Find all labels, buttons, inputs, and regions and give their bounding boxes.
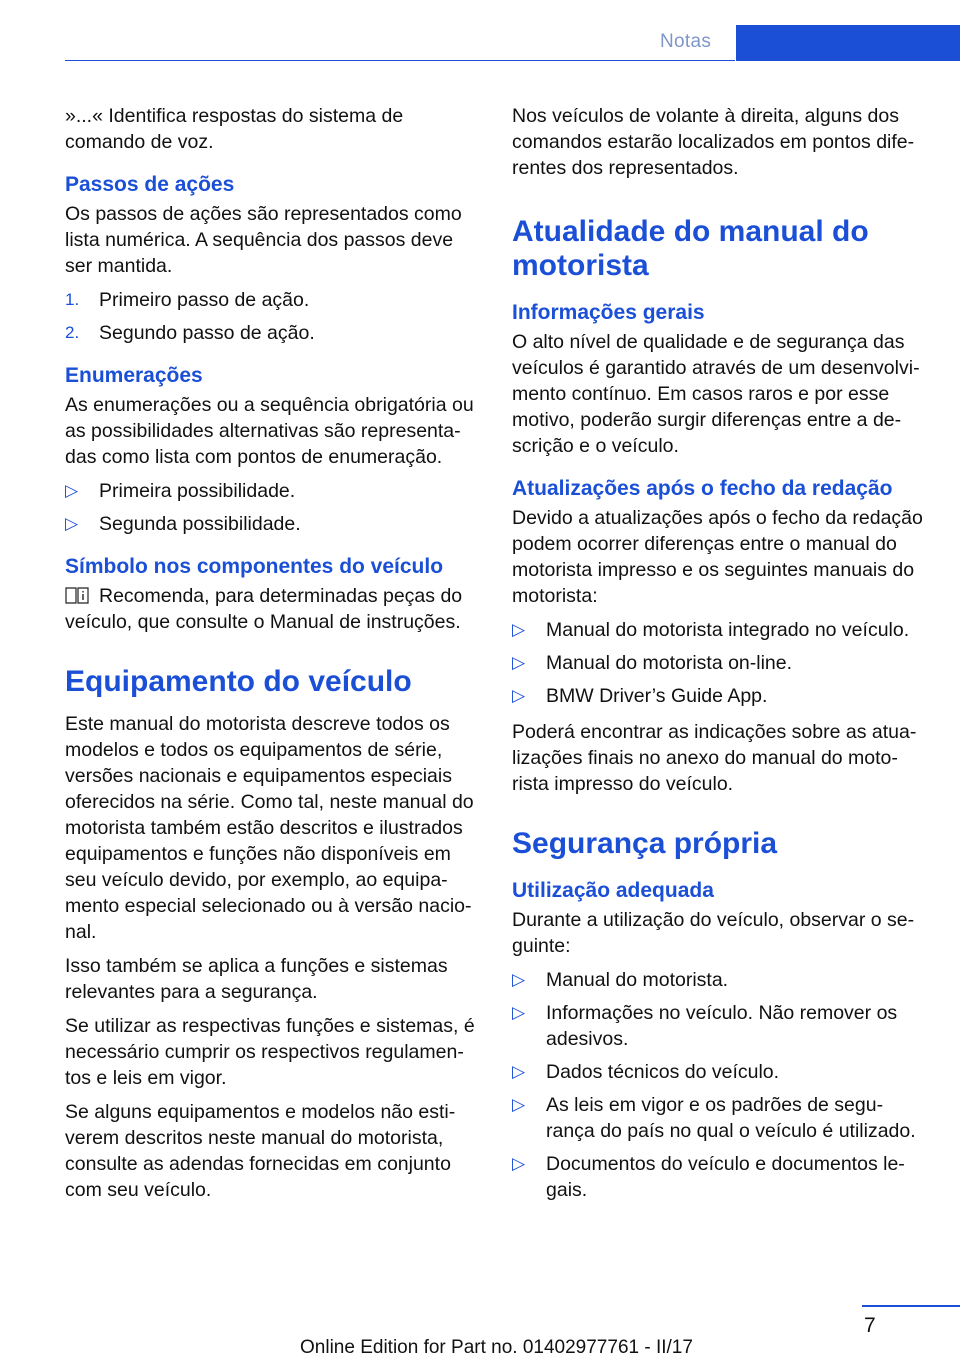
edition-footer: Online Edition for Part no. 01402977761 - II/17 — [300, 1337, 693, 1358]
list-item — [512, 1059, 926, 1085]
list-item-text: Manual do motorista integrado no veículo. — [546, 619, 910, 641]
list-item — [65, 287, 481, 313]
bullet-list — [512, 967, 926, 1203]
heading-equipamento: Equipamento do veículo — [65, 665, 412, 698]
footer-rule — [862, 1305, 960, 1307]
triangle-bullet-icon: ▷ — [512, 653, 526, 672]
heading-enumeracoes: Enumerações — [65, 364, 203, 387]
list-item-text: Informações no veículo. Não remover os adesivos. — [546, 1002, 898, 1050]
heading-seguranca: Segurança própria — [512, 827, 778, 860]
list-item-text: Manual do motorista. — [546, 969, 729, 991]
info-paragraph: O alto nível de qualidade e de segurança das veículos é garantido através de um desenvolvi‐mento contínuo. Em casos raros e por esse motivo, poderão surgir diferenças entre a de‐scrição e o veículo. — [512, 331, 920, 457]
header-rule — [65, 60, 735, 61]
list-item-text: Segundo passo de ação. — [99, 322, 315, 344]
heading-simbolo: Símbolo nos componentes do veículo — [65, 555, 444, 578]
section-title: Notas — [660, 31, 712, 52]
bullet-list — [512, 617, 926, 709]
manual-book-icon — [65, 585, 89, 603]
triangle-bullet-icon: ▷ — [65, 481, 79, 500]
list-item-text: Segunda possibilidade. — [99, 513, 301, 535]
list-item-text: BMW Driver’s Guide App. — [546, 685, 768, 707]
triangle-bullet-icon: ▷ — [512, 1154, 526, 1173]
list-item-text: Manual do motorista on-line. — [546, 652, 793, 674]
triangle-bullet-icon: ▷ — [512, 970, 526, 989]
page-number: 7 — [864, 1314, 876, 1337]
list-item — [512, 650, 926, 676]
bullet-list — [65, 478, 481, 537]
updates-paragraph: Devido a atualizações após o fecho da redação podem ocorrer diferenças entre o manual do motorista impresso e os seguintes manuais do motorista: — [512, 507, 923, 607]
list-item — [65, 511, 481, 537]
triangle-bullet-icon: ▷ — [512, 1095, 526, 1114]
heading-passos: Passos de ações — [65, 173, 235, 196]
header-accent-bar — [736, 25, 960, 61]
passos-paragraph: Os passos de ações são representados como lista numérica. A sequência dos passos deve ser mantida. — [65, 203, 462, 277]
uso-paragraph: Durante a utilização do veículo, observar o se‐guinte: — [512, 909, 915, 957]
list-item-text: Primeiro passo de ação. — [99, 289, 310, 311]
simbolo-paragraph — [65, 583, 481, 635]
list-item — [512, 1092, 926, 1144]
triangle-bullet-icon: ▷ — [512, 1003, 526, 1022]
triangle-bullet-icon: ▷ — [512, 686, 526, 705]
heading-atualidade: Atualidade do manual do motorista — [512, 215, 869, 282]
triangle-bullet-icon: ▷ — [512, 1062, 526, 1081]
updates-after-paragraph: Poderá encontrar as indicações sobre as atua‐lizações finais no anexo do manual do moto‐rista impresso do veículo. — [512, 721, 917, 795]
heading-atualizacoes: Atualizações após o fecho da redação — [512, 477, 893, 500]
list-number: 1. — [65, 290, 80, 309]
equip-paragraph: Se utilizar as respectivas funções e sistemas, é necessário cumprir os respectivos regulamen‐tos e leis em vigor. — [65, 1015, 475, 1089]
equip-paragraph: Se alguns equipamentos e modelos não esti‐verem descritos neste manual do motorista, consulte as adendas fornecidas em conjunto com seu veículo. — [65, 1101, 456, 1201]
list-item — [512, 617, 926, 643]
list-number: 2. — [65, 323, 80, 342]
list-item-text: Dados técnicos do veículo. — [546, 1061, 780, 1083]
list-item-text: Documentos do veículo e documentos le‐gais. — [546, 1153, 905, 1201]
simbolo-text: Recomenda, para determinadas peças do veículo, que consulte o Manual de instruções. — [65, 585, 463, 633]
list-item — [512, 683, 926, 709]
heading-informacoes: Informações gerais — [512, 301, 705, 324]
list-item — [512, 1151, 926, 1203]
list-item — [65, 320, 481, 346]
enum-paragraph: As enumerações ou a sequência obrigatória ou as possibilidades alternativas são representa‐das como lista com pontos de enumeração. — [65, 394, 474, 468]
intro-paragraph: »...« Identifica respostas do sistema de comando de voz. — [65, 105, 404, 153]
list-item — [512, 967, 926, 993]
right-column — [512, 103, 926, 1213]
equip-paragraph: Este manual do motorista descreve todos os modelos e todos os equipamentos de série, versões nacionais e equipamentos especiais oferecidos na série. Como tal, neste manual do motorista também estão descritos e ilustrados equipamentos e funções não disponíveis em seu veículo devido, por exemplo, ao equipa‐mento especial selecionado ou à versão nacio‐nal. — [65, 713, 474, 943]
triangle-bullet-icon: ▷ — [512, 620, 526, 639]
numbered-list — [65, 287, 481, 346]
list-item — [512, 1000, 926, 1052]
list-item-text: Primeira possibilidade. — [99, 480, 296, 502]
equip-paragraph: Isso também se aplica a funções e sistemas relevantes para a segurança. — [65, 955, 448, 1003]
heading-utilizacao: Utilização adequada — [512, 879, 714, 902]
triangle-bullet-icon: ▷ — [65, 514, 79, 533]
left-column — [65, 103, 481, 1211]
list-item-text: As leis em vigor e os padrões de segu‐rança do país no qual o veículo é utilizado. — [546, 1094, 916, 1142]
right-intro-paragraph: Nos veículos de volante à direita, alguns dos comandos estarão localizados em pontos dife‐rentes dos representados. — [512, 105, 915, 179]
list-item — [65, 478, 481, 504]
